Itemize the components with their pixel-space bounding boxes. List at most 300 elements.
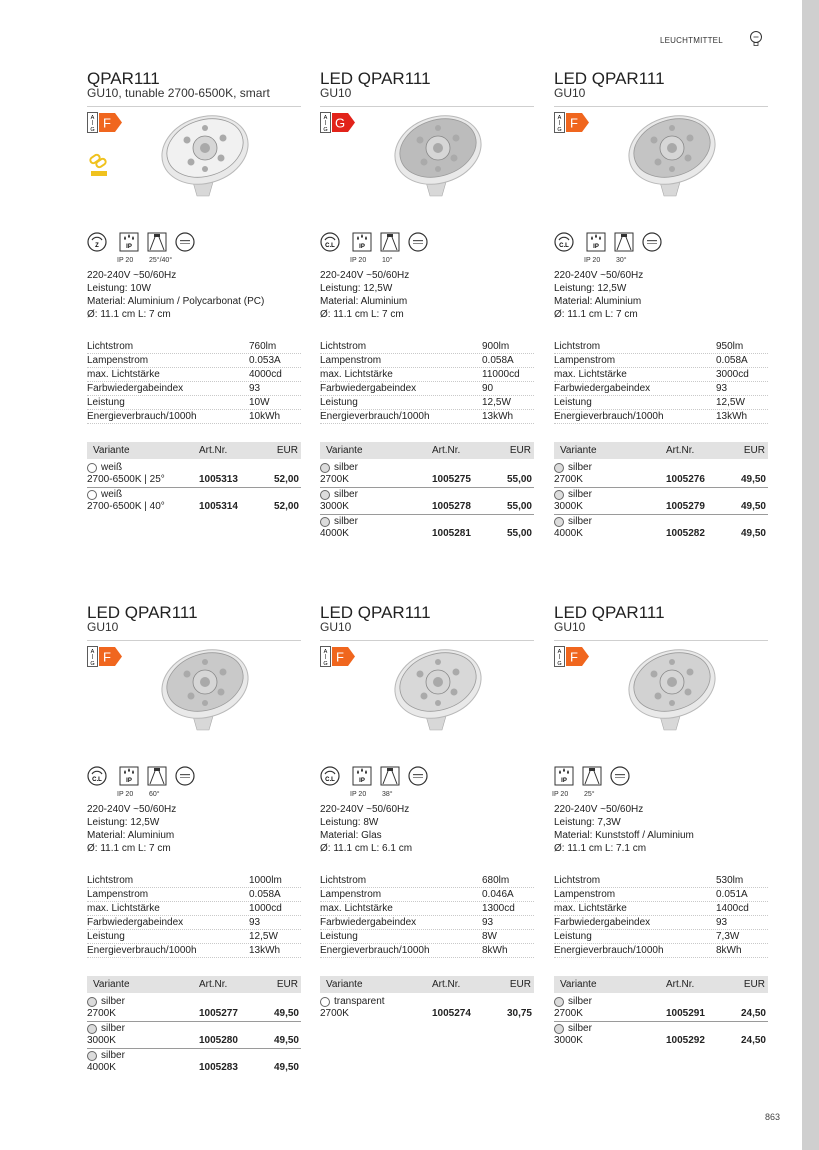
spec-line: Material: Aluminium / Polycarbonat (PC)	[87, 296, 265, 307]
data-row	[87, 410, 301, 424]
article-number: 1005279	[666, 501, 705, 512]
variant-table-header	[87, 976, 301, 993]
beam-angle-icon	[147, 766, 167, 786]
variant-row	[320, 488, 534, 515]
article-number: 1005275	[432, 474, 471, 485]
spec-line: 220-240V ~50/60Hz	[320, 804, 410, 815]
beam-angle-icon	[614, 232, 634, 252]
variant-price: 49,50	[740, 528, 766, 539]
page-side-strip	[802, 0, 819, 1150]
ip-rating-label: IP 20	[552, 791, 569, 798]
spec-line: 220-240V ~50/60Hz	[320, 270, 410, 281]
bulb-icon	[749, 30, 763, 48]
color-swatch-icon	[554, 997, 564, 1007]
energy-class: F	[570, 115, 578, 131]
article-number: 1005282	[666, 528, 705, 539]
spec-list	[320, 269, 409, 321]
data-label: max. Lichtstärke	[320, 369, 393, 380]
beam-angle-icon	[582, 766, 602, 786]
data-value: 93	[249, 383, 261, 394]
data-label: Lampenstrom	[554, 889, 616, 900]
data-row	[87, 930, 301, 944]
spec-line: Ø: 11.1 cm L: 7 cm	[87, 843, 171, 854]
beam-angle-label: 25°/40°	[149, 257, 173, 264]
color-swatch-icon	[554, 517, 564, 527]
data-label: Leistung	[87, 931, 125, 942]
variant-color: silber	[334, 462, 358, 473]
energy-scale-top: A	[90, 115, 95, 121]
beam-angle-icon	[380, 232, 400, 252]
article-number: 1005277	[199, 1008, 238, 1019]
variant-list	[320, 995, 534, 1021]
data-value: 1400cd	[716, 903, 749, 914]
data-value: 0.058A	[482, 355, 514, 366]
beam-angle-label: 25°	[584, 791, 595, 798]
variant-color: weiß	[101, 462, 123, 473]
variant-row	[320, 461, 534, 488]
variant-price: 52,00	[273, 501, 299, 512]
energy-scale-bottom: G	[90, 661, 95, 667]
spec-line: Material: Kunststoff / Aluminium	[554, 830, 694, 841]
beam-angle-label: 38°	[382, 791, 393, 798]
data-row	[554, 944, 768, 958]
title-divider	[554, 640, 768, 641]
data-row	[554, 874, 768, 888]
data-value: 8kWh	[482, 945, 508, 956]
data-label: Lichtstrom	[554, 341, 601, 352]
data-value: 530lm	[716, 875, 744, 886]
lampholder-cl-icon	[320, 232, 340, 252]
data-label: Lampenstrom	[87, 889, 149, 900]
data-value: 1300cd	[482, 903, 515, 914]
variant-row	[554, 488, 768, 515]
variant-row	[87, 995, 301, 1022]
variant-price: 49,50	[273, 1062, 299, 1073]
lampholder-cl-icon	[87, 766, 107, 786]
variant-row	[554, 515, 768, 541]
artnr-column-header: Art.Nr.	[199, 979, 228, 990]
title-divider	[87, 640, 301, 641]
variant-price: 52,00	[273, 474, 299, 485]
product-image	[620, 112, 720, 198]
spec-line: Ø: 11.1 cm L: 7 cm	[320, 309, 404, 320]
data-value: 0.058A	[249, 889, 281, 900]
energy-label-badge	[87, 646, 123, 667]
variant-color: silber	[101, 1050, 125, 1061]
data-row	[87, 340, 301, 354]
variant-price: 49,50	[740, 501, 766, 512]
energy-label-badge	[554, 112, 590, 133]
energy-scale-bottom: G	[323, 127, 328, 133]
data-row	[554, 354, 768, 368]
data-value: 93	[716, 917, 728, 928]
svg-text:IP: IP	[593, 244, 599, 250]
variant-price: 55,00	[506, 474, 532, 485]
data-label: max. Lichtstärke	[320, 903, 393, 914]
product-image	[386, 646, 486, 732]
variant-spec: 2700K	[554, 1008, 583, 1019]
energy-label-badge	[554, 646, 590, 667]
energy-scale-bottom: G	[557, 661, 562, 667]
title-divider	[87, 106, 301, 107]
variant-color: silber	[568, 462, 592, 473]
data-label: Energieverbrauch/1000h	[554, 411, 664, 422]
variant-price: 24,50	[740, 1008, 766, 1019]
spec-line: Leistung: 12,5W	[87, 817, 160, 828]
ip-rating-icon	[119, 232, 139, 252]
variant-spec: 2700K	[554, 474, 583, 485]
color-swatch-icon	[87, 463, 97, 473]
energy-scale-top: A	[323, 115, 328, 121]
lifetime-hours-icon	[610, 766, 630, 786]
svg-text:IP: IP	[359, 778, 365, 784]
spec-line: 220-240V ~50/60Hz	[87, 270, 177, 281]
data-label: Lichtstrom	[87, 875, 134, 886]
lifetime-hours-icon	[175, 232, 195, 252]
data-value: 0.058A	[716, 355, 748, 366]
technical-data-table	[554, 874, 768, 958]
spec-list	[554, 269, 643, 321]
spec-line: Ø: 11.1 cm L: 6.1 cm	[320, 843, 413, 854]
energy-class: F	[103, 115, 111, 131]
spec-list	[87, 269, 264, 321]
artnr-column-header: Art.Nr.	[666, 445, 695, 456]
data-label: max. Lichtstärke	[87, 903, 160, 914]
data-label: Lampenstrom	[320, 889, 382, 900]
data-label: Farbwiedergabeindex	[87, 383, 184, 394]
svg-text:IP: IP	[359, 244, 365, 250]
variant-color: weiß	[101, 489, 123, 500]
variant-column-header: Variante	[326, 979, 363, 990]
color-swatch-icon	[320, 997, 330, 1007]
product-title: LED QPAR111	[87, 603, 198, 622]
ip-rating-icon	[586, 232, 606, 252]
ip-rating-label: IP 20	[117, 791, 134, 798]
ip-rating-icon	[119, 766, 139, 786]
spec-line: Material: Aluminium	[554, 296, 642, 307]
spec-line: Leistung: 10W	[87, 283, 151, 294]
data-label: Energieverbrauch/1000h	[554, 945, 664, 956]
data-row	[87, 368, 301, 382]
data-value: 1000lm	[249, 875, 282, 886]
smart-link-icon	[87, 152, 111, 178]
article-number: 1005280	[199, 1035, 238, 1046]
data-value: 90	[482, 383, 494, 394]
energy-scale-bottom: G	[323, 661, 328, 667]
variant-spec: 3000K	[554, 501, 583, 512]
product-title: LED QPAR111	[320, 603, 431, 622]
color-swatch-icon	[320, 463, 330, 473]
color-swatch-icon	[320, 517, 330, 527]
product-title: LED QPAR111	[320, 69, 431, 88]
data-value: 1000cd	[249, 903, 282, 914]
color-swatch-icon	[554, 1024, 564, 1034]
ip-rating-label: IP 20	[350, 791, 367, 798]
color-swatch-icon	[554, 490, 564, 500]
data-row	[320, 396, 534, 410]
data-label: Farbwiedergabeindex	[320, 917, 417, 928]
lampholder-cl-icon	[554, 232, 574, 252]
variant-spec: 2700-6500K | 40°	[87, 501, 165, 512]
variant-spec: 2700K	[320, 474, 349, 485]
spec-line: Ø: 11.1 cm L: 7.1 cm	[554, 843, 647, 854]
spec-line: 220-240V ~50/60Hz	[554, 804, 644, 815]
technical-data-table	[87, 874, 301, 958]
spec-line: Leistung: 8W	[320, 817, 379, 828]
variant-spec: 4000K	[87, 1062, 116, 1073]
variant-row	[554, 1022, 768, 1048]
data-label: Lampenstrom	[320, 355, 382, 366]
data-label: Farbwiedergabeindex	[554, 917, 651, 928]
spec-line: 220-240V ~50/60Hz	[554, 270, 644, 281]
data-row	[320, 354, 534, 368]
variant-list	[320, 461, 534, 541]
product-block	[554, 70, 768, 540]
color-swatch-icon	[320, 490, 330, 500]
data-label: Lampenstrom	[87, 355, 149, 366]
lifetime-hours-icon	[642, 232, 662, 252]
ip-rating-icon	[554, 766, 574, 786]
article-number: 1005291	[666, 1008, 705, 1019]
data-value: 12,5W	[249, 931, 278, 942]
ip-rating-label: IP 20	[584, 257, 601, 264]
variant-color: silber	[101, 996, 125, 1007]
variant-column-header: Variante	[326, 445, 363, 456]
data-value: 10kWh	[249, 411, 281, 422]
product-title: LED QPAR111	[554, 603, 665, 622]
svg-text:C.L: C.L	[325, 243, 335, 249]
variant-column-header: Variante	[560, 445, 597, 456]
data-value: 0.046A	[482, 889, 514, 900]
eur-column-header: EUR	[276, 445, 298, 456]
lifetime-hours-icon	[408, 232, 428, 252]
category-label: LEUCHTMITTEL	[660, 36, 723, 45]
variant-row	[87, 461, 301, 488]
lampholder-cl-icon	[320, 766, 340, 786]
data-row	[554, 888, 768, 902]
product-block	[87, 70, 301, 540]
variant-color: silber	[568, 489, 592, 500]
data-row	[554, 902, 768, 916]
spec-list	[320, 803, 412, 855]
data-row	[87, 396, 301, 410]
data-value: 0.051A	[716, 889, 748, 900]
spec-line: Material: Glas	[320, 830, 382, 841]
color-swatch-icon	[87, 997, 97, 1007]
spec-line: Ø: 11.1 cm L: 7 cm	[87, 309, 171, 320]
data-value: 8W	[482, 931, 497, 942]
data-value: 11000cd	[482, 369, 520, 380]
spec-line: Material: Aluminium	[320, 296, 408, 307]
data-label: max. Lichtstärke	[554, 369, 627, 380]
data-label: Lichtstrom	[320, 875, 367, 886]
article-number: 1005276	[666, 474, 705, 485]
variant-color: silber	[334, 489, 358, 500]
energy-scale-bottom: G	[90, 127, 95, 133]
svg-text:IP: IP	[126, 244, 132, 250]
product-block	[87, 604, 301, 1074]
eur-column-header: EUR	[743, 445, 765, 456]
data-label: Leistung	[320, 931, 358, 942]
data-row	[554, 368, 768, 382]
product-subtitle: GU10	[554, 620, 586, 634]
variant-row	[87, 1049, 301, 1075]
data-value: 900lm	[482, 341, 510, 352]
data-row	[320, 874, 534, 888]
variant-list	[554, 995, 768, 1048]
variant-spec: 2700K	[320, 1008, 349, 1019]
data-value: 13kWh	[482, 411, 514, 422]
variant-color: silber	[568, 1023, 592, 1034]
variant-spec: 2700-6500K | 25°	[87, 474, 165, 485]
data-row	[87, 382, 301, 396]
variant-spec: 4000K	[320, 528, 349, 539]
variant-table-header	[320, 976, 534, 993]
data-label: Farbwiedergabeindex	[554, 383, 651, 394]
energy-scale-bottom: G	[557, 127, 562, 133]
ip-rating-label: IP 20	[350, 257, 367, 264]
beam-angle-label: 60°	[149, 791, 160, 798]
data-value: 950lm	[716, 341, 744, 352]
data-row	[554, 396, 768, 410]
data-label: Lichtstrom	[320, 341, 367, 352]
product-block	[320, 604, 534, 1074]
spec-line: 220-240V ~50/60Hz	[87, 804, 177, 815]
data-row	[554, 382, 768, 396]
data-label: Leistung	[320, 397, 358, 408]
eur-column-header: EUR	[509, 445, 531, 456]
artnr-column-header: Art.Nr.	[432, 979, 461, 990]
data-row	[87, 354, 301, 368]
data-value: 0.053A	[249, 355, 281, 366]
article-number: 1005278	[432, 501, 471, 512]
variant-table-header	[554, 976, 768, 993]
eur-column-header: EUR	[276, 979, 298, 990]
energy-class: G	[334, 115, 346, 131]
variant-color: silber	[568, 516, 592, 527]
variant-color: transparent	[334, 996, 385, 1007]
product-title: LED QPAR111	[554, 69, 665, 88]
data-row	[320, 888, 534, 902]
variant-column-header: Variante	[93, 979, 130, 990]
variant-color: silber	[334, 516, 358, 527]
variant-row	[320, 995, 534, 1021]
data-row	[320, 916, 534, 930]
variant-table-header	[320, 442, 534, 459]
product-subtitle: GU10	[554, 86, 586, 100]
color-swatch-icon	[87, 490, 97, 500]
article-number: 1005283	[199, 1062, 238, 1073]
energy-label-badge	[87, 112, 123, 133]
svg-text:IP: IP	[126, 778, 132, 784]
technical-data-table	[87, 340, 301, 424]
data-value: 8kWh	[716, 945, 742, 956]
data-row	[320, 944, 534, 958]
spec-list	[87, 803, 176, 855]
data-value: 93	[716, 383, 728, 394]
product-block	[320, 70, 534, 540]
energy-label-badge	[320, 112, 356, 133]
lifetime-hours-icon	[408, 766, 428, 786]
spec-line: Leistung: 12,5W	[320, 283, 393, 294]
data-value: 760lm	[249, 341, 277, 352]
variant-row	[87, 488, 301, 514]
product-subtitle: GU10	[320, 86, 352, 100]
data-value: 12,5W	[716, 397, 745, 408]
eur-column-header: EUR	[509, 979, 531, 990]
product-image	[386, 112, 486, 198]
variant-list	[87, 995, 301, 1075]
variant-price: 24,50	[740, 1035, 766, 1046]
data-row	[87, 944, 301, 958]
data-row	[554, 410, 768, 424]
data-value: 7,3W	[716, 931, 740, 942]
technical-data-table	[320, 874, 534, 958]
zigbee-icon	[87, 232, 107, 252]
energy-class: F	[336, 649, 344, 665]
variant-price: 49,50	[740, 474, 766, 485]
data-row	[320, 368, 534, 382]
data-row	[554, 340, 768, 354]
data-row	[320, 410, 534, 424]
data-label: Farbwiedergabeindex	[87, 917, 184, 928]
data-row	[554, 916, 768, 930]
article-number: 1005281	[432, 528, 471, 539]
data-row	[87, 916, 301, 930]
spec-list	[554, 803, 694, 855]
svg-text:C.L: C.L	[92, 777, 102, 783]
article-number: 1005313	[199, 474, 238, 485]
variant-list	[87, 461, 301, 514]
spec-line: Ø: 11.1 cm L: 7 cm	[554, 309, 638, 320]
energy-class: F	[570, 649, 578, 665]
data-label: Energieverbrauch/1000h	[320, 945, 430, 956]
data-value: 12,5W	[482, 397, 511, 408]
variant-price: 30,75	[506, 1008, 532, 1019]
energy-scale-top: A	[557, 115, 562, 121]
data-label: Lichtstrom	[87, 341, 134, 352]
variant-spec: 3000K	[554, 1035, 583, 1046]
data-value: 13kWh	[249, 945, 281, 956]
data-label: Lampenstrom	[554, 355, 616, 366]
variant-price: 49,50	[273, 1035, 299, 1046]
data-row	[320, 902, 534, 916]
product-subtitle: GU10	[320, 620, 352, 634]
svg-text:C.L: C.L	[559, 243, 569, 249]
data-row	[87, 874, 301, 888]
variant-price: 55,00	[506, 528, 532, 539]
page-number: 863	[765, 1112, 781, 1122]
variant-spec: 3000K	[320, 501, 349, 512]
product-image	[153, 112, 253, 198]
color-swatch-icon	[87, 1024, 97, 1034]
variant-row	[554, 461, 768, 488]
data-label: Leistung	[554, 397, 592, 408]
color-swatch-icon	[87, 1051, 97, 1061]
article-number: 1005274	[432, 1008, 471, 1019]
variant-table-header	[87, 442, 301, 459]
data-row	[554, 930, 768, 944]
variant-list	[554, 461, 768, 541]
variant-color: silber	[568, 996, 592, 1007]
data-label: Leistung	[554, 931, 592, 942]
technical-data-table	[554, 340, 768, 424]
data-label: Leistung	[87, 397, 125, 408]
data-label: Energieverbrauch/1000h	[87, 411, 197, 422]
data-label: Lichtstrom	[554, 875, 601, 886]
ip-rating-icon	[352, 232, 372, 252]
beam-angle-icon	[380, 766, 400, 786]
